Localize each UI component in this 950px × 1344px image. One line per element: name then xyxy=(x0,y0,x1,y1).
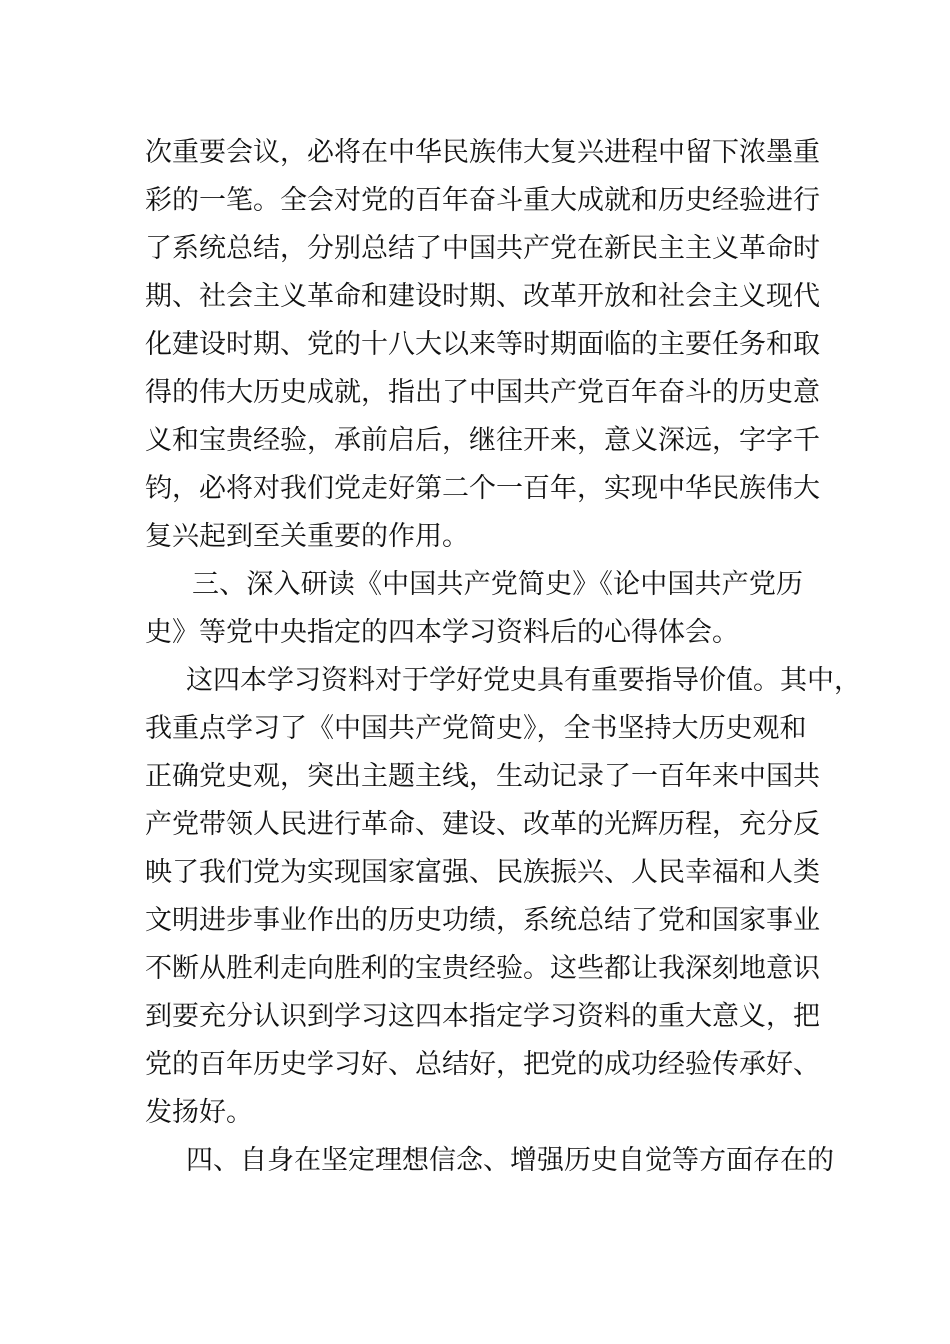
text-line: 党的百年历史学习好、总结好，把党的成功经验传承好、 xyxy=(145,1049,820,1080)
text-line: 钧，必将对我们党走好第二个一百年，实现中华民族伟大 xyxy=(145,473,820,504)
text-line: 复兴起到至关重要的作用。 xyxy=(145,521,469,552)
text-line: 产党带领人民进行革命、建设、改革的光辉历程，充分反 xyxy=(145,809,820,840)
text-line: 得的伟大历史成就，指出了中国共产党百年奋斗的历史意 xyxy=(145,377,820,408)
text-line: 次重要会议，必将在中华民族伟大复兴进程中留下浓墨重 xyxy=(145,137,820,168)
text-line: 到要充分认识到学习这四本指定学习资料的重大意义，把 xyxy=(145,1001,820,1032)
text-line: 期、社会主义革命和建设时期、改革开放和社会主义现代 xyxy=(145,281,820,312)
text-line: 发扬好。 xyxy=(145,1097,253,1128)
text-line: 文明进步事业作出的历史功绩，系统总结了党和国家事业 xyxy=(145,905,820,936)
text-line: 义和宝贵经验，承前启后，继往开来，意义深远，字字千 xyxy=(145,425,820,456)
text-line: 我重点学习了《中国共产党简史》，全书坚持大历史观和 xyxy=(145,713,807,744)
section-heading-continued: 史》等党中央指定的四本学习资料后的心得体会。 xyxy=(145,617,739,648)
paragraph-first-line: 这四本学习资料对于学好党史具有重要指导价值。其中， xyxy=(186,665,861,696)
text-line: 不断从胜利走向胜利的宝贵经验。这些都让我深刻地意识 xyxy=(145,953,820,984)
text-line: 了系统总结，分别总结了中国共产党在新民主主义革命时 xyxy=(145,233,820,264)
text-line: 化建设时期、党的十八大以来等时期面临的主要任务和取 xyxy=(145,329,820,360)
section-heading: 三、深入研读《中国共产党简史》《论中国共产党历 xyxy=(192,569,803,600)
text-line: 映了我们党为实现国家富强、民族振兴、人民幸福和人类 xyxy=(145,857,820,888)
text-line: 彩的一笔。全会对党的百年奋斗重大成就和历史经验进行 xyxy=(145,185,820,216)
section-heading: 四、自身在坚定理想信念、增强历史自觉等方面存在的 xyxy=(186,1145,834,1176)
text-line: 正确党史观，突出主题主线，生动记录了一百年来中国共 xyxy=(145,761,820,792)
